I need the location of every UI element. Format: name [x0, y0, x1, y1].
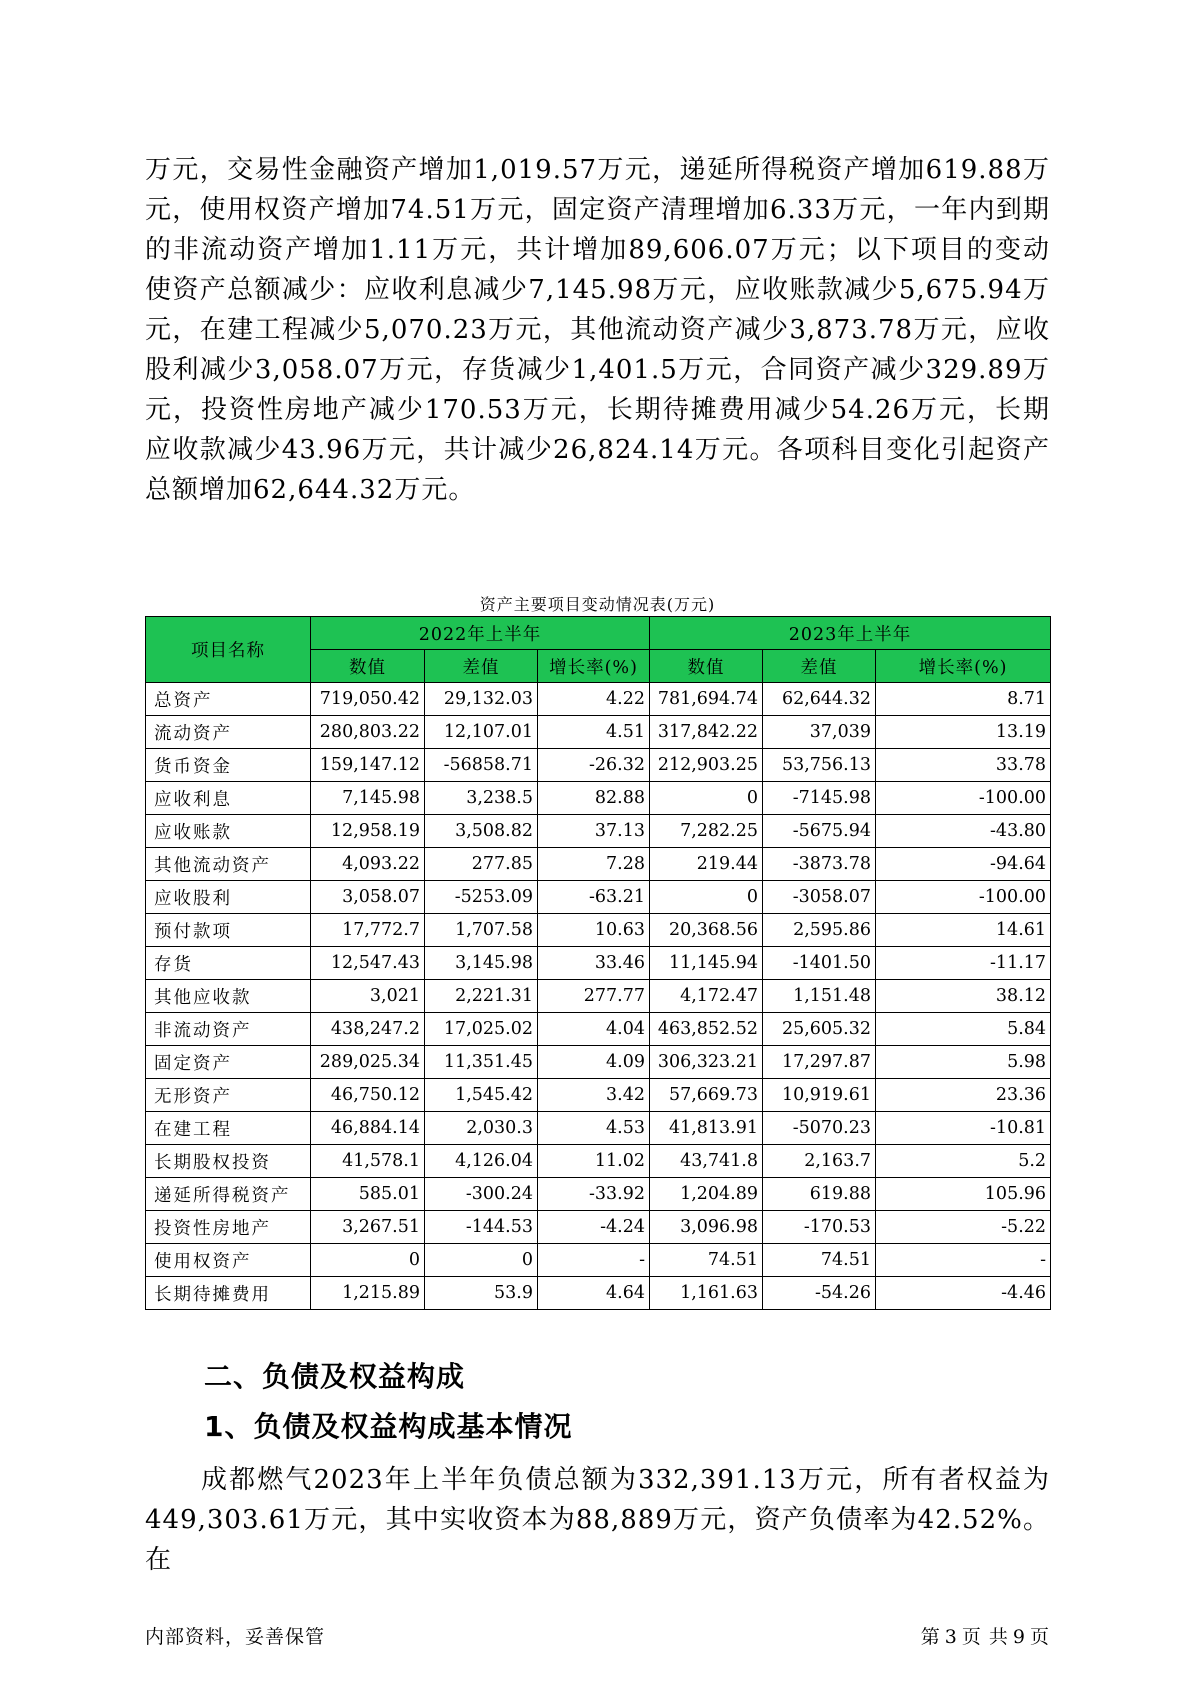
row-value-cell: -3058.07 — [763, 881, 876, 914]
row-value-cell: 5.98 — [876, 1046, 1051, 1079]
table-row — [146, 782, 1051, 815]
subheader-value-2022: 数值 — [311, 650, 425, 683]
row-value-cell: 82.88 — [538, 782, 650, 815]
row-value-cell: 12,107.01 — [425, 716, 538, 749]
row-value-cell: 1,545.42 — [425, 1079, 538, 1112]
row-value-cell: 781,694.74 — [650, 683, 763, 716]
row-value-cell: -63.21 — [538, 881, 650, 914]
intro-paragraph: 万元，交易性金融资产增加1,019.57万元，递延所得税资产增加619.88万元，使用权资产增加74.51万元，固定资产清理增加6.33万元，一年内到期的非流动资产增加1.11万元，共计增加89,606.07万元；以下项目的变动使资产总额减少：应收利息减少7,145.98万元，应收账款减少5,675.94万元，在建工程减少5,070.23万元，其他流动资产减少3,873.78万元，应收股利减少3,058.07万元，存货减少1,401.5万元，合同资产减少329.89万元，投资性房地产减少170.53万元，长期待摊费用减少54.26万元，长期应收款减少43.96万元，共计减少26,824.14万元。各项科目变化引起资产总额增加62,644.32万元。 — [145, 155, 1050, 505]
row-value-cell: -11.17 — [876, 947, 1051, 980]
row-value-cell: -26.32 — [538, 749, 650, 782]
row-value-cell: 33.46 — [538, 947, 650, 980]
table-row — [146, 683, 1051, 716]
closing-paragraph: 成都燃气2023年上半年负债总额为332,391.13万元，所有者权益为449,303.61万元，其中实收资本为88,889万元，资产负债率为42.52%。在 — [145, 1465, 1050, 1575]
row-value-cell: -1401.50 — [763, 947, 876, 980]
row-value-cell: 1,215.89 — [311, 1277, 425, 1310]
table-row — [146, 716, 1051, 749]
row-value-cell: 53,756.13 — [763, 749, 876, 782]
row-value-cell: 2,030.3 — [425, 1112, 538, 1145]
table-row — [146, 1013, 1051, 1046]
row-item-name: 总资产 — [146, 683, 311, 716]
row-value-cell: 277.77 — [538, 980, 650, 1013]
row-value-cell: 37,039 — [763, 716, 876, 749]
row-value-cell: 4,126.04 — [425, 1145, 538, 1178]
row-item-name: 投资性房地产 — [146, 1211, 311, 1244]
subheader-value-2023: 数值 — [650, 650, 763, 683]
row-value-cell: 3,145.98 — [425, 947, 538, 980]
row-value-cell: 277.85 — [425, 848, 538, 881]
asset-change-table — [145, 616, 1051, 1310]
table-row — [146, 947, 1051, 980]
row-value-cell: -5253.09 — [425, 881, 538, 914]
row-value-cell: 3,508.82 — [425, 815, 538, 848]
row-value-cell: 38.12 — [876, 980, 1051, 1013]
row-value-cell: 74.51 — [650, 1244, 763, 1277]
row-value-cell: -5.22 — [876, 1211, 1051, 1244]
row-value-cell: -4.46 — [876, 1277, 1051, 1310]
row-value-cell: -5675.94 — [763, 815, 876, 848]
subheader-diff-2022: 差值 — [425, 650, 538, 683]
row-item-name: 其他应收款 — [146, 980, 311, 1013]
row-value-cell: 0 — [650, 881, 763, 914]
row-value-cell: 23.36 — [876, 1079, 1051, 1112]
row-value-cell: 4,172.47 — [650, 980, 763, 1013]
row-value-cell: 4.04 — [538, 1013, 650, 1046]
page-current: 3 — [944, 1626, 958, 1648]
page-mid: 页 共 — [961, 1626, 1009, 1648]
row-value-cell: 17,297.87 — [763, 1046, 876, 1079]
row-item-name: 递延所得税资产 — [146, 1178, 311, 1211]
page-total: 9 — [1012, 1626, 1026, 1648]
row-value-cell: 43,741.8 — [650, 1145, 763, 1178]
row-value-cell: 219.44 — [650, 848, 763, 881]
row-value-cell: 14.61 — [876, 914, 1051, 947]
table-row — [146, 815, 1051, 848]
row-value-cell: 11,145.94 — [650, 947, 763, 980]
row-value-cell: 5.2 — [876, 1145, 1051, 1178]
row-value-cell: 25,605.32 — [763, 1013, 876, 1046]
section-heading: 二、负债及权益构成 — [204, 1360, 466, 1393]
subheader-growth-2022: 增长率(%) — [538, 650, 650, 683]
row-value-cell: -170.53 — [763, 1211, 876, 1244]
row-value-cell: 29,132.03 — [425, 683, 538, 716]
row-value-cell: 10,919.61 — [763, 1079, 876, 1112]
row-value-cell: 11,351.45 — [425, 1046, 538, 1079]
row-value-cell: 7,282.25 — [650, 815, 763, 848]
footer-page-indicator — [917, 1622, 1050, 1649]
row-value-cell: 17,772.7 — [311, 914, 425, 947]
item-name-header: 项目名称 — [146, 617, 311, 683]
page-prefix: 第 — [920, 1626, 941, 1648]
row-value-cell: 62,644.32 — [763, 683, 876, 716]
row-value-cell: -144.53 — [425, 1211, 538, 1244]
row-value-cell: 1,161.63 — [650, 1277, 763, 1310]
row-value-cell: 317,842.22 — [650, 716, 763, 749]
group-header-2023: 2023年上半年 — [650, 617, 1051, 650]
footer-confidential-note: 内部资料，妥善保管 — [145, 1626, 326, 1648]
subsection-heading: 1、负债及权益构成基本情况 — [204, 1410, 573, 1443]
row-value-cell: -7145.98 — [763, 782, 876, 815]
row-item-name: 无形资产 — [146, 1079, 311, 1112]
row-value-cell: 463,852.52 — [650, 1013, 763, 1046]
row-value-cell: 3.42 — [538, 1079, 650, 1112]
row-value-cell: 105.96 — [876, 1178, 1051, 1211]
row-value-cell: 4.09 — [538, 1046, 650, 1079]
row-value-cell: -33.92 — [538, 1178, 650, 1211]
table-row — [146, 1046, 1051, 1079]
row-value-cell: 3,021 — [311, 980, 425, 1013]
row-item-name: 应收利息 — [146, 782, 311, 815]
row-value-cell: 41,578.1 — [311, 1145, 425, 1178]
row-item-name: 长期待摊费用 — [146, 1277, 311, 1310]
row-value-cell: 159,147.12 — [311, 749, 425, 782]
row-value-cell: -4.24 — [538, 1211, 650, 1244]
row-value-cell: 37.13 — [538, 815, 650, 848]
row-item-name: 使用权资产 — [146, 1244, 311, 1277]
row-item-name: 存货 — [146, 947, 311, 980]
group-header-2022: 2022年上半年 — [311, 617, 650, 650]
row-value-cell: 2,221.31 — [425, 980, 538, 1013]
row-item-name: 在建工程 — [146, 1112, 311, 1145]
row-value-cell: 212,903.25 — [650, 749, 763, 782]
table-row — [146, 881, 1051, 914]
row-value-cell: 10.63 — [538, 914, 650, 947]
table-row — [146, 1277, 1051, 1310]
table-row — [146, 1145, 1051, 1178]
row-item-name: 非流动资产 — [146, 1013, 311, 1046]
row-value-cell: -100.00 — [876, 881, 1051, 914]
table-row — [146, 1112, 1051, 1145]
row-value-cell: 2,163.7 — [763, 1145, 876, 1178]
row-item-name: 流动资产 — [146, 716, 311, 749]
row-item-name: 固定资产 — [146, 1046, 311, 1079]
row-value-cell: 5.84 — [876, 1013, 1051, 1046]
row-value-cell: 289,025.34 — [311, 1046, 425, 1079]
table-caption: 资产主要项目变动情况表(万元) — [479, 595, 716, 614]
table-row — [146, 1211, 1051, 1244]
row-item-name: 应收股利 — [146, 881, 311, 914]
row-value-cell: -10.81 — [876, 1112, 1051, 1145]
row-value-cell: 8.71 — [876, 683, 1051, 716]
row-value-cell: 46,884.14 — [311, 1112, 425, 1145]
row-value-cell: - — [538, 1244, 650, 1277]
row-value-cell: 280,803.22 — [311, 716, 425, 749]
row-value-cell: 13.19 — [876, 716, 1051, 749]
row-value-cell: 7.28 — [538, 848, 650, 881]
row-value-cell: 4.53 — [538, 1112, 650, 1145]
row-value-cell: 438,247.2 — [311, 1013, 425, 1046]
subheader-growth-2023: 增长率(%) — [876, 650, 1051, 683]
row-value-cell: -43.80 — [876, 815, 1051, 848]
row-value-cell: -3873.78 — [763, 848, 876, 881]
row-value-cell: -5070.23 — [763, 1112, 876, 1145]
row-value-cell: 4.64 — [538, 1277, 650, 1310]
row-item-name: 预付款项 — [146, 914, 311, 947]
row-value-cell: 17,025.02 — [425, 1013, 538, 1046]
row-value-cell: -56858.71 — [425, 749, 538, 782]
row-value-cell: 3,238.5 — [425, 782, 538, 815]
row-value-cell: 7,145.98 — [311, 782, 425, 815]
row-value-cell: 33.78 — [876, 749, 1051, 782]
row-value-cell: 46,750.12 — [311, 1079, 425, 1112]
row-value-cell: 3,058.07 — [311, 881, 425, 914]
row-value-cell: -54.26 — [763, 1277, 876, 1310]
row-value-cell: 4.51 — [538, 716, 650, 749]
row-item-name: 应收账款 — [146, 815, 311, 848]
row-value-cell: 306,323.21 — [650, 1046, 763, 1079]
row-value-cell: 585.01 — [311, 1178, 425, 1211]
row-value-cell: 57,669.73 — [650, 1079, 763, 1112]
row-value-cell: 4.22 — [538, 683, 650, 716]
table-row — [146, 749, 1051, 782]
table-row — [146, 1244, 1051, 1277]
row-value-cell: 0 — [650, 782, 763, 815]
row-value-cell: 12,547.43 — [311, 947, 425, 980]
row-value-cell: 53.9 — [425, 1277, 538, 1310]
table-row — [146, 1178, 1051, 1211]
row-item-name: 长期股权投资 — [146, 1145, 311, 1178]
row-value-cell: 619.88 — [763, 1178, 876, 1211]
row-value-cell: 11.02 — [538, 1145, 650, 1178]
row-value-cell: 41,813.91 — [650, 1112, 763, 1145]
row-value-cell: 74.51 — [763, 1244, 876, 1277]
row-value-cell: -300.24 — [425, 1178, 538, 1211]
page-suffix: 页 — [1029, 1626, 1050, 1648]
table-row — [146, 1079, 1051, 1112]
row-value-cell: 4,093.22 — [311, 848, 425, 881]
row-value-cell: 1,204.89 — [650, 1178, 763, 1211]
table-row — [146, 914, 1051, 947]
row-item-name: 货币资金 — [146, 749, 311, 782]
table-row — [146, 848, 1051, 881]
row-value-cell: 719,050.42 — [311, 683, 425, 716]
row-value-cell: 2,595.86 — [763, 914, 876, 947]
row-value-cell: -100.00 — [876, 782, 1051, 815]
subheader-diff-2023: 差值 — [763, 650, 876, 683]
row-value-cell: 1,151.48 — [763, 980, 876, 1013]
row-value-cell: 1,707.58 — [425, 914, 538, 947]
row-value-cell: 0 — [425, 1244, 538, 1277]
row-value-cell: 0 — [311, 1244, 425, 1277]
row-value-cell: 12,958.19 — [311, 815, 425, 848]
row-item-name: 其他流动资产 — [146, 848, 311, 881]
row-value-cell: 20,368.56 — [650, 914, 763, 947]
row-value-cell: 3,267.51 — [311, 1211, 425, 1244]
row-value-cell: -94.64 — [876, 848, 1051, 881]
table-row — [146, 980, 1051, 1013]
row-value-cell: - — [876, 1244, 1051, 1277]
row-value-cell: 3,096.98 — [650, 1211, 763, 1244]
